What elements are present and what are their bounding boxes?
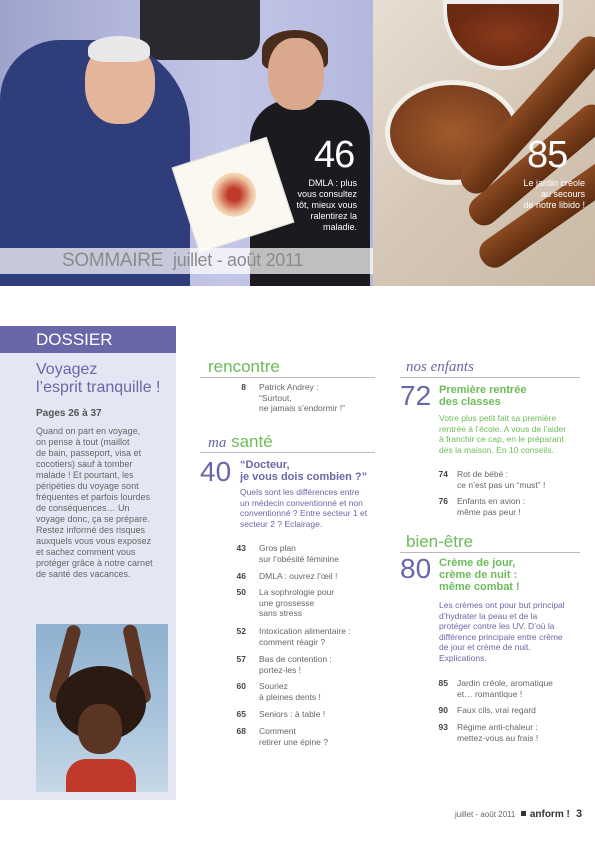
item-page-number[interactable]: 68 (236, 726, 246, 736)
section-ma-sante[interactable]: ma santé (208, 432, 273, 451)
item-page-number[interactable]: 52 (236, 626, 246, 636)
page-footer: juillet - août 2011 anform ! 3 (455, 808, 583, 820)
feature-title[interactable]: Première rentrée des classes (439, 384, 527, 408)
list-item[interactable]: Bas de contention : portez-les ! (259, 654, 332, 675)
list-item[interactable]: Jardin créole, aromatique et… romantique ! (457, 678, 553, 699)
item-page-number[interactable]: 8 (241, 382, 246, 392)
feature-page-number[interactable]: 40 (200, 456, 232, 487)
section-divider (200, 377, 375, 378)
list-item[interactable]: Patrick Andrey : “Surtout, ne jamais s’endormir !” (259, 382, 345, 413)
section-rencontre[interactable]: rencontre (208, 357, 280, 376)
item-page-number[interactable]: 76 (438, 496, 448, 506)
item-page-number[interactable]: 50 (236, 587, 246, 597)
item-page-number[interactable]: 43 (236, 543, 246, 553)
item-page-number[interactable]: 90 (438, 705, 448, 715)
item-page-number[interactable]: 85 (438, 678, 448, 688)
feature-title[interactable]: Crème de jour, crème de nuit : même combat ! (439, 557, 520, 593)
spice-photo (373, 0, 595, 286)
feature-left-page[interactable]: 46 (314, 134, 355, 176)
spice-bowl (443, 0, 563, 70)
list-item[interactable]: La sophrologie pour une grossesse sans stress (259, 587, 335, 618)
dossier-header: DOSSIER (0, 326, 176, 353)
item-page-number[interactable]: 46 (236, 571, 246, 581)
section-bien-etre[interactable]: bien-être (406, 532, 474, 551)
feature-right-caption: Le jardin créole au secours de notre libido ! (523, 178, 585, 210)
feature-page-number[interactable]: 80 (400, 553, 432, 584)
item-page-number[interactable]: 57 (236, 654, 246, 664)
sommaire-title: SOMMAIRE juillet - août 2011 (62, 250, 304, 271)
page-number: 3 (576, 808, 583, 820)
feature-right-page[interactable]: 85 (527, 134, 568, 176)
feature-page-number[interactable]: 72 (400, 380, 432, 411)
eye-exam-machine (140, 0, 260, 60)
list-item[interactable]: Rot de bébé : ce n’est pas un “must” ! (457, 469, 546, 490)
list-item[interactable]: Comment retirer une épine ? (259, 726, 328, 747)
list-item[interactable]: Enfants en avion : même pas peur ! (457, 496, 526, 517)
list-item[interactable]: Faux cils, vrai regard (457, 705, 536, 715)
dossier-pages: Pages 26 à 37 (36, 408, 102, 419)
dossier-text: Quand on part en voyage, on pense à tout (maillot de bain, passeport, visa et cocotiers) sauf à tomber malade ! Et pourtant, les péripéties du voyage sont fréquentes et parfois lourdes de conséquences… Un voyage donc, ça se prépare. Restez informé des risques auxquels vous vous exposez et sachez comment vous protéger grâce à notre carnet de santé des vacances. (36, 426, 153, 579)
feature-text: Quels sont les différences entre un médecin conventionné et non conventionné ? Entre secteur 1 et secteur 2 ? Eclairage. (240, 487, 368, 529)
list-item[interactable]: Seniors : à table ! (259, 709, 326, 719)
item-page-number[interactable]: 93 (438, 722, 448, 732)
list-item[interactable]: Régime anti-chaleur : mettez-vous au frais ! (457, 722, 539, 743)
list-item[interactable]: DMLA : ouvrez l’œil ! (259, 571, 338, 581)
item-page-number[interactable]: 65 (236, 709, 246, 719)
section-divider (400, 377, 580, 378)
list-item[interactable]: Souriez à pleines dents ! (259, 681, 321, 702)
section-divider (200, 452, 375, 453)
traveler-photo (36, 624, 168, 792)
feature-title[interactable]: “Docteur, je vous dois combien ?” (240, 459, 368, 483)
feature-text: Les crèmes ont pour but principal d’hydrater la peau et de la protéger contre les UV. D’où la différence principale entre crème de jour et crème de nuit. Explications. (439, 600, 565, 663)
square-bullet-icon (521, 811, 526, 816)
list-item[interactable]: Intoxication alimentaire : comment réagir ? (259, 626, 351, 647)
eye-diagram-icon (206, 167, 261, 222)
list-item[interactable]: Gros plan sur l’obésité féminine (259, 543, 339, 564)
feature-left-caption: DMLA : plus vous consultez tôt, mieux vous ralentirez la maladie. (296, 178, 357, 232)
section-nos-enfants[interactable]: nos enfants (406, 359, 474, 375)
doctor-photo (0, 0, 373, 286)
dossier-title[interactable]: Voyagez l’esprit tranquille ! (36, 361, 161, 396)
item-page-number[interactable]: 60 (236, 681, 246, 691)
item-page-number[interactable]: 74 (438, 469, 448, 479)
feature-text: Votre plus petit fait sa première rentrée à l’école. A vous de l’aider à franchir ce cap, en le préparant dès la maison. En 10 conseils. (439, 413, 567, 455)
dossier-panel[interactable] (0, 326, 176, 800)
